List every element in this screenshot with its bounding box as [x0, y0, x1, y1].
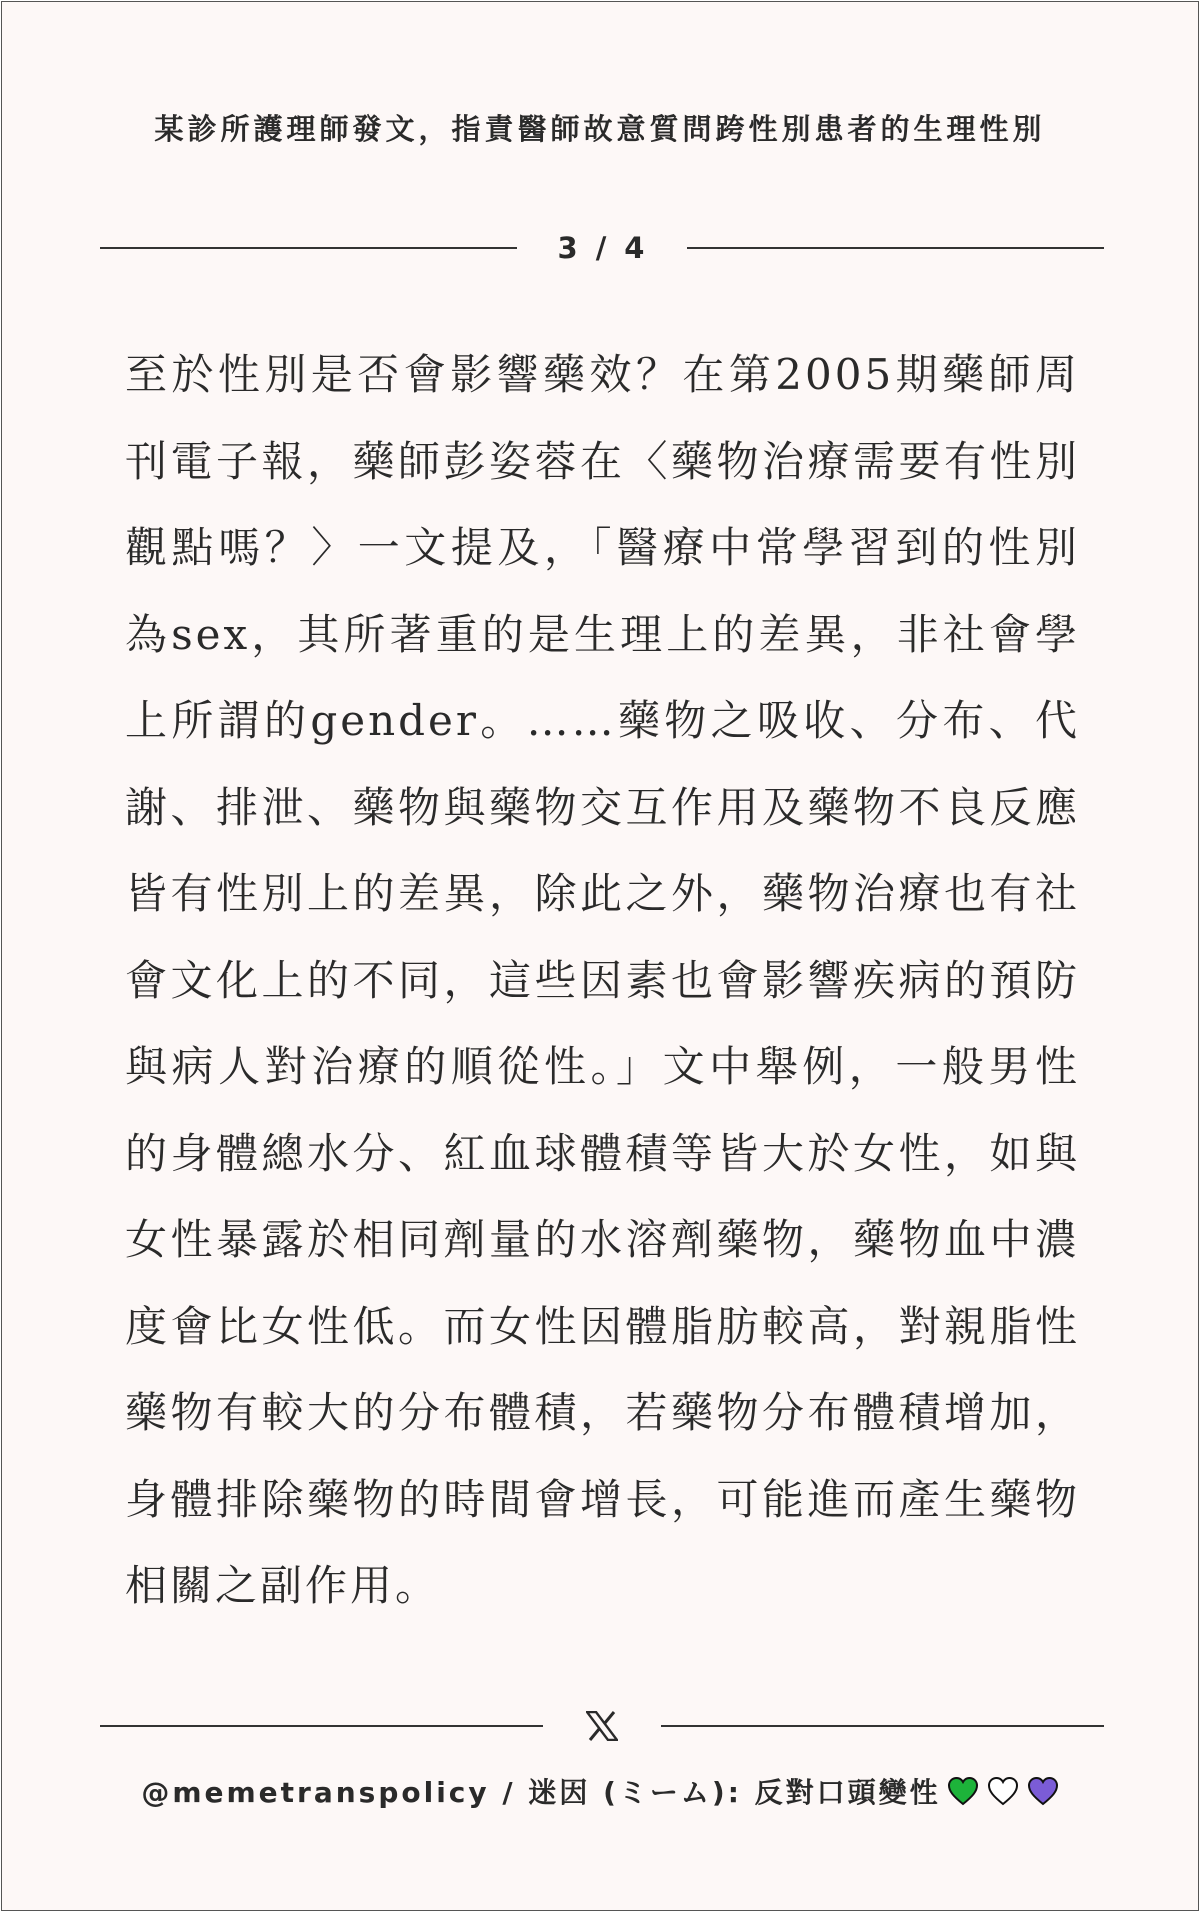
post-card — [1, 1, 1199, 1911]
purple-heart-icon — [1027, 1776, 1059, 1806]
divider-line-right — [687, 247, 1104, 249]
divider-line-left — [100, 247, 517, 249]
footer-credit-text: @memetranspolicy / 迷因 (ミーム): 反對口頭變性 — [141, 1776, 941, 1809]
page-separator: / — [595, 231, 609, 265]
header-divider — [100, 218, 1104, 278]
footer-credit — [122, 1766, 1078, 1816]
footer-divider — [100, 1696, 1104, 1756]
page-indicator — [517, 231, 687, 265]
heart-emojis — [947, 1776, 1059, 1806]
page-current: 3 — [557, 231, 580, 265]
green-heart-icon — [947, 1776, 979, 1806]
x-logo-icon — [543, 1711, 661, 1741]
white-heart-icon — [987, 1776, 1019, 1806]
divider-line-left — [100, 1725, 543, 1727]
page-total: 4 — [624, 231, 647, 265]
post-title: 某診所護理師發文，指責醫師故意質問跨性別患者的生理性別 — [154, 112, 1046, 146]
article-body: 至於性別是否會影響藥效？在第2005期藥師周刊電子報，藥師彭姿蓉在〈藥物治療需要有性別觀點嗎？〉一文提及，「醫療中常學習到的性別為sex，其所著重的是生理上的差異，非社會學上所謂的gender。……藥物之吸收、分布、代謝、排泄、藥物與藥物交互作用及藥物不良反應皆有性別上的差異，除此之外，藥物治療也有社會文化上的不同，這些因素也會影響疾病的預防與病人對治療的順從性。」文中舉例，一般男性的身體總水分、紅血球體積等皆大於女性，如與女性暴露於相同劑量的水溶劑藥物，藥物血中濃度會比女性低。而女性因體脂肪較高，對親脂性藥物有較大的分布體積，若藥物分布體積增加，身體排除藥物的時間會增長，可能進而產生藥物相關之副作用。 — [125, 350, 1080, 1610]
divider-line-right — [661, 1725, 1104, 1727]
